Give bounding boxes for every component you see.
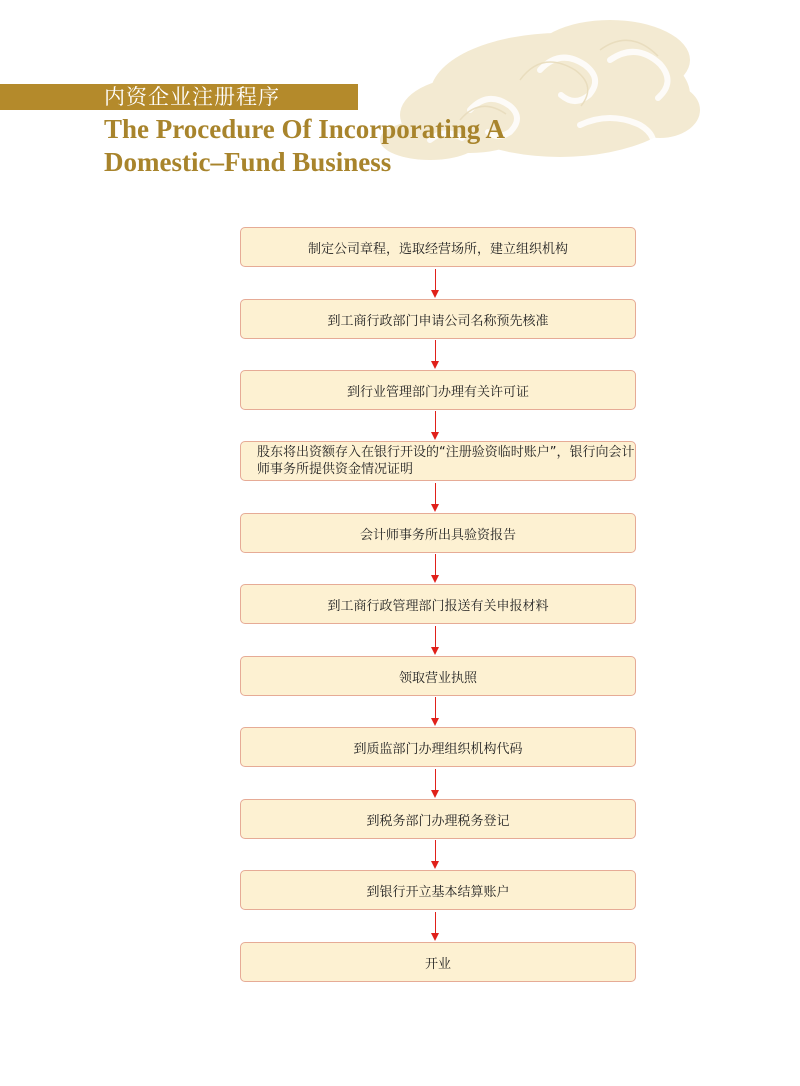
flow-step-10: 到银行开立基本结算账户 [240,870,636,910]
flow-arrow-9 [431,840,441,870]
flow-arrow-10 [431,912,441,942]
flow-step-7: 领取营业执照 [240,656,636,696]
flow-step-6: 到工商行政管理部门报送有关申报材料 [240,584,636,624]
flow-arrow-6 [431,626,441,656]
flow-step-3: 到行业管理部门办理有关许可证 [240,370,636,410]
flow-arrow-4 [431,483,441,513]
flow-step-8: 到质监部门办理组织机构代码 [240,727,636,767]
page-title-chinese: 内资企业注册程序 [104,85,280,109]
flow-step-9: 到税务部门办理税务登记 [240,799,636,839]
flow-arrow-3 [431,411,441,441]
flow-step-1: 制定公司章程，选取经营场所，建立组织机构 [240,227,636,267]
flow-step-4: 股东将出资额存入在银行开设的“注册验资临时账户”，银行向会计师事务所提供资金情况证明 [240,441,636,481]
flow-arrow-8 [431,769,441,799]
flow-arrow-1 [431,269,441,299]
flow-arrow-7 [431,697,441,727]
flow-step-2: 到工商行政部门申请公司名称预先核准 [240,299,636,339]
flow-step-11: 开业 [240,942,636,982]
page-title-english: The Procedure Of Incorporating A Domestic–Fund Business [104,114,504,177]
flow-arrow-2 [431,340,441,370]
flow-arrow-5 [431,554,441,584]
flow-step-5: 会计师事务所出具验资报告 [240,513,636,553]
